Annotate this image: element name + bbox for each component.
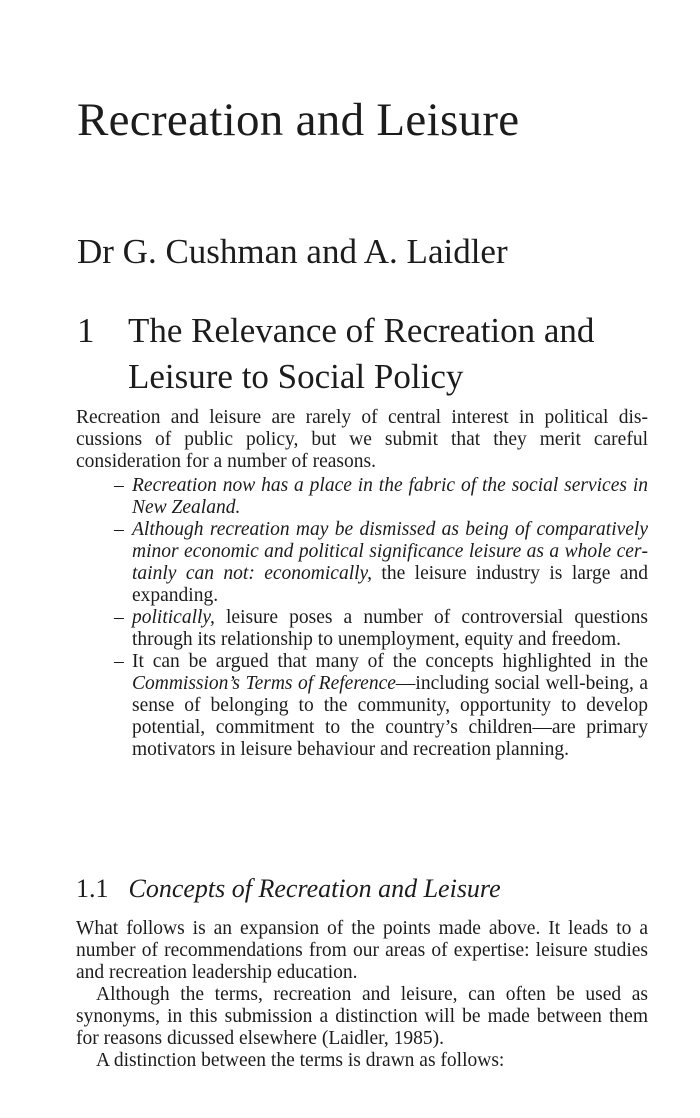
list-item <box>114 519 648 607</box>
section-title: The Relevance of Recreation and Leisure to Social Policy <box>128 311 595 396</box>
list-item <box>114 475 648 519</box>
bullet-text-italic: politically, <box>132 607 215 628</box>
bullet-dash: – <box>114 475 124 496</box>
paragraph: A distinction between the terms is drawn as follows: <box>96 1050 505 1071</box>
bullet-text: It can be argued that many of the concepts highlighted in the <box>132 651 648 672</box>
section-number: 1 <box>77 311 95 350</box>
list-item <box>114 651 648 761</box>
intro-paragraph: Recreation and leisure are rarely of central interest in political discussions of public policy, but we submit that they merit careful consideration for a number of reasons. <box>76 407 648 472</box>
subsection-heading <box>76 873 501 904</box>
authors-line: Dr G. Cushman and A. Laidler <box>77 232 508 271</box>
paragraph: Although the terms, recreation and leisure, can often be used as synonyms, in this submission a distinction will be made between them for reasons dicussed elsewhere (Laidler, 1985). <box>76 984 648 1049</box>
bullet-text: leisure poses a number of controversial questions through its relationship to unemployment, equity and freedom. <box>132 607 648 650</box>
page-title: Recreation and Leisure <box>77 94 520 146</box>
bullet-text-italic: Although recreation may be dismissed as being of comparatively minor economic and political significance leisure as a whole certainly can not: economically, <box>132 519 648 584</box>
paragraph: What follows is an expansion of the points made above. It leads to a number of recommendations from our areas of expertise: leisure studies and recreation leadership education. <box>76 918 648 983</box>
bullet-text-italic: Commission’s Terms of Reference <box>132 673 396 694</box>
bullet-text-italic: Recreation now has a place in the fabric of the social services in New Zealand. <box>132 475 648 518</box>
subsection-title: Concepts of Recreation and Leisure <box>128 874 501 903</box>
subsection-number: 1.1 <box>76 874 109 903</box>
bullet-text: —including social well-being, a sense of belonging to the community, opportunity to develop potential, commitment to the country’s children—are primary motivators in leisure behaviour and recreation planning. <box>132 673 649 760</box>
bullet-dash: – <box>114 519 124 540</box>
reasons-list <box>114 475 648 761</box>
bullet-dash: – <box>114 607 124 628</box>
bullet-text: the leisure industry is large and expanding. <box>132 563 649 606</box>
bullet-dash: – <box>114 651 124 672</box>
list-item <box>114 607 648 651</box>
